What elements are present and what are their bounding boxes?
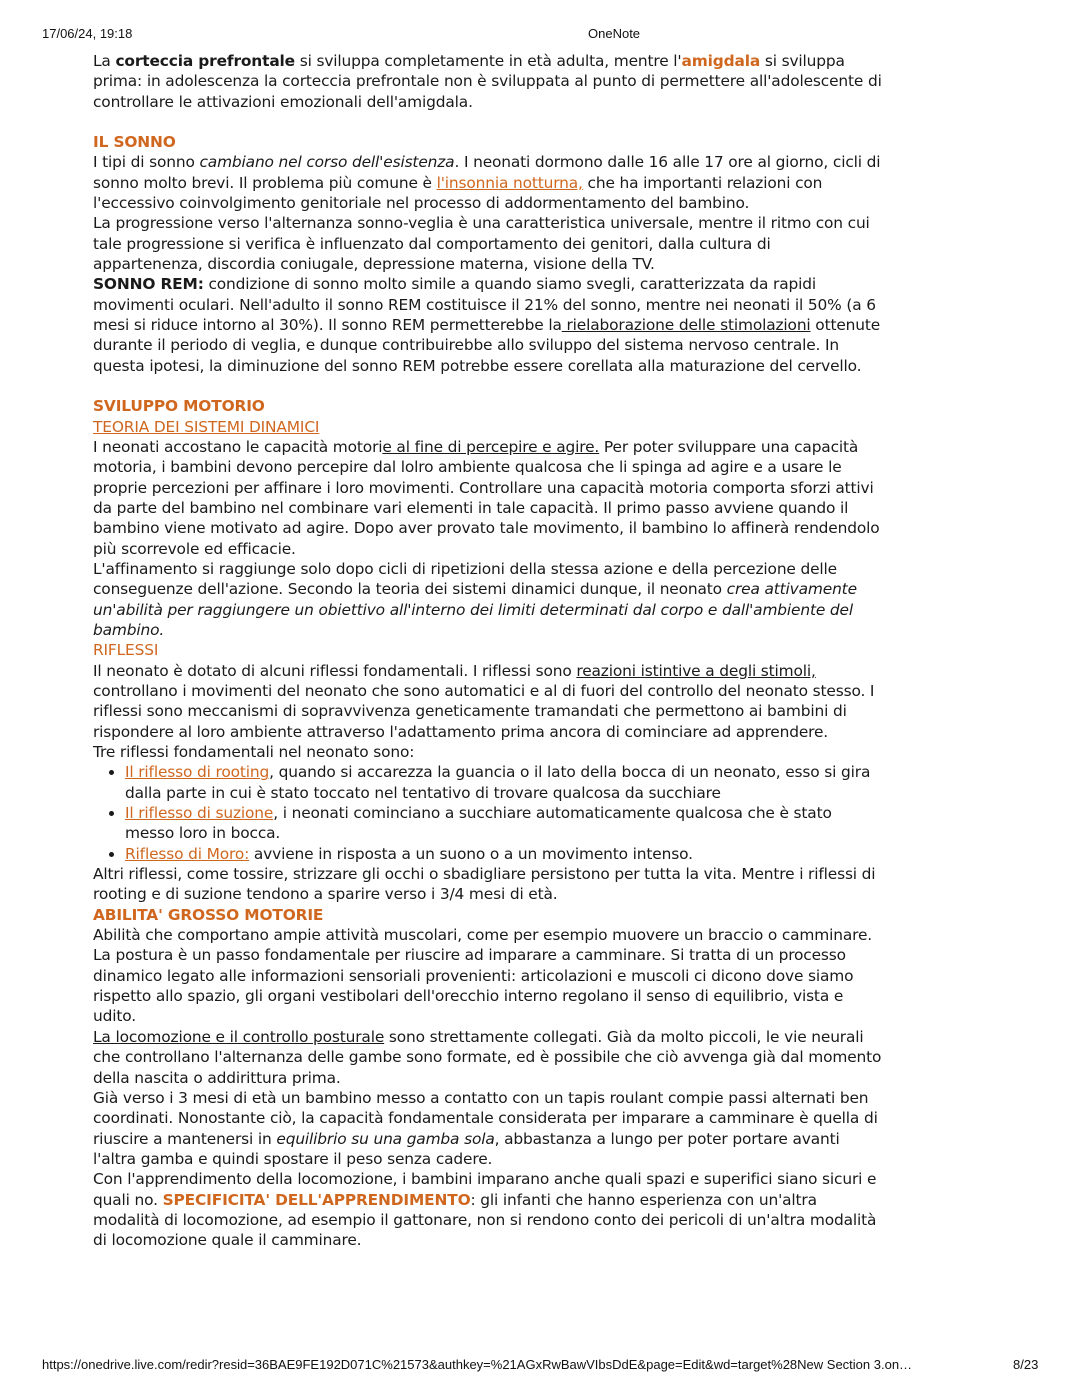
note-content <box>93 51 883 1251</box>
gross-paragraph-1: Abilità che comportano ampie attività muscolari, come per esempio muovere un braccio o camminare. <box>93 926 873 945</box>
print-url: https://onedrive.live.com/redir?resid=36BAE9FE192D071C%21573&authkey=%21AGxRwBawVIbsDdE&page=Edit&wd=target%28New Section 3.on… <box>42 1357 913 1372</box>
suzione-link[interactable]: Il riflesso di suzione <box>125 804 274 823</box>
corteccia-term: corteccia prefrontale <box>115 52 295 70</box>
dynamic-systems-link[interactable]: TEORIA DEI SISTEMI DINAMICI <box>93 417 320 436</box>
list-item: • Il riflesso di rooting, quando si accarezza la guancia o il lato della bocca di un neonato, esso si gira dalla parte in cui è stato toccato nel tentativo di trovare qualcosa da succhiare <box>125 762 883 803</box>
intro-paragraph: La corteccia prefrontale si sviluppa completamente in età adulta, mentre l'amigdala si sviluppa prima: in adolescenza la corteccia prefrontale non è sviluppata al punto di permettere all'adolescente di controllare le attivazioni emozionali dell'amigdala. <box>93 52 882 111</box>
amigdala-term: amigdala <box>681 52 761 70</box>
print-datetime: 17/06/24, 19:18 <box>42 26 133 41</box>
motor-underline: e al fine di percepire e agire. <box>382 437 600 456</box>
reflexes-paragraph-1: Il neonato è dotato di alcuni riflessi fondamentali. I riflessi sono reazioni istintive a degli stimoli, controllano i movimenti del neonato che sono automatici e al di fuori del controllo del neonato stesso. I riflessi sono meccanismi di sopravvivenza geneticamente tramandati che permettono ai bambini di rispondere al loro ambiente attraverso l'adattamento prima ancora di cominciare ad apprendere. <box>93 661 875 741</box>
insonnia-link[interactable]: l'insonnia notturna, <box>436 173 583 192</box>
reflexes-paragraph-2: Altri riflessi, come tossire, strizzare gli occhi o sbadigliare persistono per tutta la vita. Mentre i riflessi di rooting e di suzione tendono a sparire verso i 3/4 mesi di età. <box>93 865 876 904</box>
sleep-paragraph-2: La progressione verso l'alternanza sonno-veglia è una caratteristica universale, mentre il ritmo con cui tale progressione si verifica è influenzato dal comportamento dei genitori, dalla cultura di appartenenza, discordia coniugale, depressione materna, visione della TV. <box>93 214 870 274</box>
gross-paragraph-4: Già verso i 3 mesi di età un bambino messo a contatto con un tapis roulant compie passi alternati ben coordinati. Nonostante ciò, la capacità fondamentale considerata per imparare a camminare è quella di riuscire a mantenersi in equilibrio su una gamba sola, abbastanza a lungo per poter portare avanti l'altra gamba e quindi spostare il peso senza cadere. <box>93 1088 878 1168</box>
list-item: • Riflesso di Moro: avviene in risposta a un suono o a un movimento intenso. <box>125 844 883 864</box>
gross-motor-heading: ABILITA' GROSSO MOTORIE <box>93 905 324 924</box>
specificity-term: SPECIFICITA' DELL'APPRENDIMENTO <box>162 1190 471 1209</box>
moro-link[interactable]: Riflesso di Moro: <box>125 844 250 863</box>
motor-paragraph-1: I neonati accostano le capacità motorie al fine di percepire e agire. Per poter sviluppare una capacità motoria, i bambini devono percepire dal lolro ambiente qualcosa che li spinga ad agire e a usare le proprie percezioni per affinare i loro movimenti. Controllare una capacità motoria comporta sforzi attivi da parte del bambino nel combinare vari elementi in tale capacità. Il primo passo avviene quando il bambino viene motivato ad agire. Dopo aver provato tale movimento, il bambino lo affinerà rendendolo più scorrevole ed efficacie. <box>93 437 880 558</box>
rooting-link[interactable]: Il riflesso di rooting <box>125 763 270 782</box>
rem-label: SONNO REM: <box>93 275 204 294</box>
rem-paragraph: SONNO REM: condizione di sonno molto simile a quando siamo svegli, caratterizzata da rapidi movimenti oculari. Nell'adulto il sonno REM costituisce il 21% del sonno, mentre nei neonati il 50% (a 6 mesi si riduce intorno al 30%). Il sonno REM permetterebbe la rielaborazione delle stimolazioni ottenute durante il periodo di veglia, e dunque contribuirebbe allo sviluppo del sistema nervoso centrale. In questa ipotesi, la diminuzione del sonno REM potrebbe essere corellata alla maturazione del cervello. <box>93 275 881 375</box>
motor-heading: SVILUPPO MOTORIO <box>93 397 265 416</box>
gross-paragraph-3: La locomozione e il controllo posturale sono strettamente collegati. Già da molto piccoli, le vie neurali che controllano l'alternanza delle gambe sono formate, ed è possibile che ciò avvenga già dal momento della nascita o addirittura prima. <box>93 1027 882 1087</box>
page-number: 8/23 <box>1013 1357 1039 1372</box>
reflexes-underline: reazioni istintive a degli stimoli, <box>576 661 816 680</box>
gross-paragraph-2: La postura è un passo fondamentale per riuscire ad imparare a camminare. Si tratta di un processo dinamico legato alle informazioni sensoriali provenienti: articolazioni e muscoli ci dicono dove siamo rispetto allo spazio, gli organi vestibolari dell'orecchio interno regolano il senso di equilibrio, vista e udito. <box>93 946 854 1026</box>
rem-underline: rielaborazione delle stimolazioni <box>561 316 811 335</box>
locomotion-underline: La locomozione e il controllo posturale <box>93 1027 385 1046</box>
sleep-paragraph-1: I tipi di sonno cambiano nel corso dell'esistenza. I neonati dormono dalle 16 alle 17 ore al giorno, cicli di sonno molto brevi. Il problema più comune è l'insonnia notturna, che ha importanti relazioni con l'eccessivo coinvolgimento genitoriale nel processo di addormentamento del bambino. <box>93 153 881 213</box>
print-app-title: OneNote <box>588 26 641 41</box>
reflexes-list-intro: Tre riflessi fondamentali nel neonato sono: <box>93 743 415 761</box>
gross-paragraph-5: Con l'apprendimento della locomozione, i bambini imparano anche quali spazi e superifici siano sicuri e quali no. SPECIFICITA' DELL'APPRENDIMENTO: gli infanti che hanno esperienza con un'altra modalità di locomozione, ad esempio il gattonare, non si rendono conto dei pericoli di un'altra modalità di locomozione quale il camminare. <box>93 1170 877 1250</box>
sleep-heading: IL SONNO <box>93 133 176 152</box>
reflexes-list <box>93 762 883 864</box>
reflexes-heading: RIFLESSI <box>93 641 159 660</box>
motor-paragraph-2: L'affinamento si raggiunge solo dopo cicli di ripetizioni della stessa azione e della percezione delle conseguenze dell'azione. Secondo la teoria dei sistemi dinamici dunque, il neonato crea attivamente un'abilità per raggiungere un obiettivo all'interno dei limiti determinati dal corpo e dall'ambiente del bambino. <box>93 559 857 639</box>
list-item: • Il riflesso di suzione, i neonati cominciano a succhiare automaticamente qualcosa che è stato messo loro in bocca. <box>125 803 883 844</box>
